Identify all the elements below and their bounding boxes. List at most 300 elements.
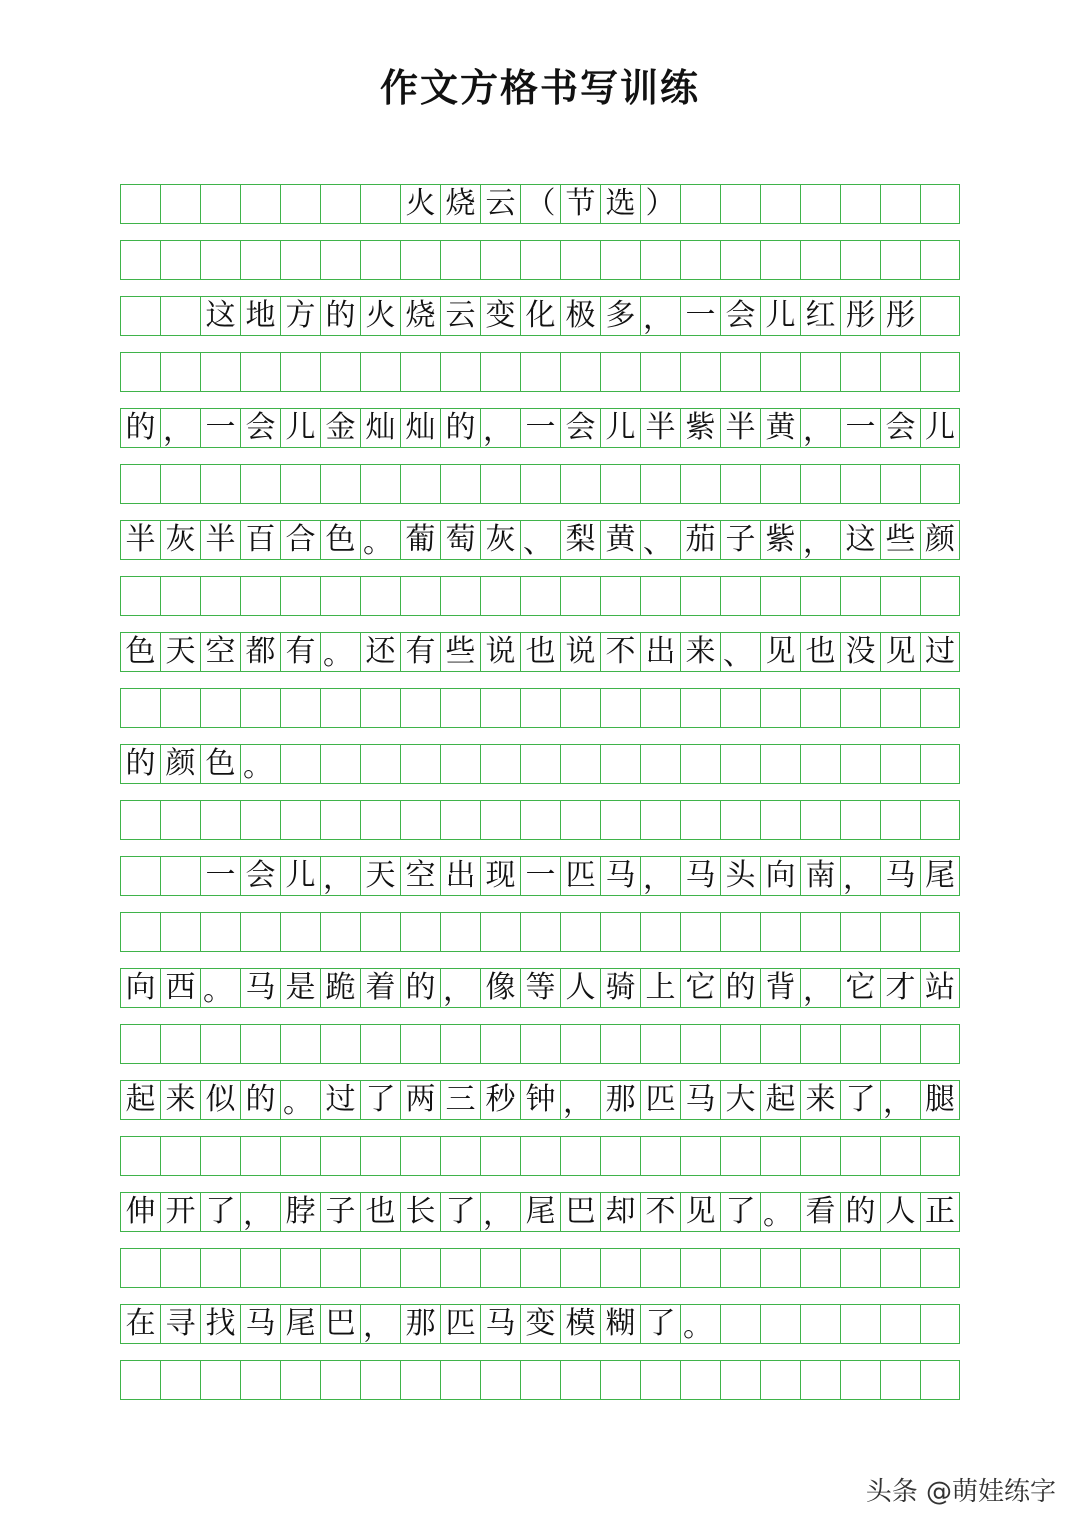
grid-cell: 空 (400, 856, 440, 896)
grid-cell: 空 (200, 632, 240, 672)
grid-cell: 些 (440, 632, 480, 672)
grid-cell: 。 (680, 1304, 720, 1344)
grid-cell: 半 (640, 408, 680, 448)
grid-row (120, 520, 960, 560)
grid-cell: 见 (880, 632, 920, 672)
grid-cell (240, 1136, 280, 1176)
grid-cell (880, 1024, 920, 1064)
grid-cell: 彤 (840, 296, 880, 336)
grid-cell (480, 744, 520, 784)
grid-cell (840, 744, 880, 784)
grid-cell: 、 (520, 520, 560, 560)
grid-cell (160, 688, 200, 728)
grid-cell (800, 800, 840, 840)
grid-cell: 了 (720, 1192, 760, 1232)
grid-cell: 像 (480, 968, 520, 1008)
grid-cell (400, 1024, 440, 1064)
grid-cell: 不 (600, 632, 640, 672)
grid-cell (760, 240, 800, 280)
grid-cell (880, 464, 920, 504)
grid-row (120, 464, 960, 504)
grid-cell (800, 744, 840, 784)
grid-cell (240, 464, 280, 504)
grid-cell (360, 744, 400, 784)
grid-cell: 天 (160, 632, 200, 672)
grid-cell (120, 1248, 160, 1288)
page-title: 作文方格书写训练 (379, 66, 700, 110)
grid-cell (720, 800, 760, 840)
grid-cell (920, 1136, 960, 1176)
grid-cell (240, 1360, 280, 1400)
grid-cell: ， (560, 1080, 600, 1120)
grid-cell: 。 (760, 1192, 800, 1232)
grid-row (120, 1304, 960, 1344)
grid-cell (840, 464, 880, 504)
grid-cell: 它 (840, 968, 880, 1008)
grid-cell (600, 240, 640, 280)
grid-cell: 开 (160, 1192, 200, 1232)
grid-cell (640, 1360, 680, 1400)
grid-cell: 起 (120, 1080, 160, 1120)
grid-cell (240, 912, 280, 952)
grid-cell (680, 1248, 720, 1288)
grid-row (120, 1192, 960, 1232)
grid-cell: 三 (440, 1080, 480, 1120)
grid-cell (400, 800, 440, 840)
grid-cell: ， (160, 408, 200, 448)
grid-cell (480, 800, 520, 840)
grid-cell: 站 (920, 968, 960, 1008)
grid-cell (200, 1248, 240, 1288)
grid-cell (280, 240, 320, 280)
grid-cell (440, 744, 480, 784)
grid-cell: 灰 (480, 520, 520, 560)
grid-cell (720, 184, 760, 224)
grid-cell (120, 464, 160, 504)
grid-cell: ， (840, 856, 880, 896)
grid-cell (320, 744, 360, 784)
grid-cell: 。 (240, 744, 280, 784)
grid-cell: ， (240, 1192, 280, 1232)
grid-cell: 马 (680, 856, 720, 896)
grid-cell: 还 (360, 632, 400, 672)
grid-cell (440, 912, 480, 952)
grid-cell: 才 (880, 968, 920, 1008)
grid-cell (680, 1136, 720, 1176)
grid-cell (120, 856, 160, 896)
grid-cell: 有 (400, 632, 440, 672)
grid-cell (520, 352, 560, 392)
grid-cell: 来 (680, 632, 720, 672)
grid-cell: 的 (320, 296, 360, 336)
grid-cell: 是 (280, 968, 320, 1008)
grid-cell (160, 856, 200, 896)
grid-cell: 梨 (560, 520, 600, 560)
grid-cell: 一 (520, 408, 560, 448)
grid-cell: 烧 (440, 184, 480, 224)
grid-cell (200, 576, 240, 616)
grid-cell (120, 688, 160, 728)
grid-cell: 烧 (400, 296, 440, 336)
grid-cell (400, 912, 440, 952)
grid-cell (840, 1136, 880, 1176)
grid-cell: 人 (560, 968, 600, 1008)
grid-cell: 骑 (600, 968, 640, 1008)
grid-cell (560, 1136, 600, 1176)
grid-cell: 。 (320, 632, 360, 672)
grid-cell (560, 576, 600, 616)
grid-cell: 些 (880, 520, 920, 560)
grid-cell (320, 1136, 360, 1176)
grid-cell: 的 (720, 968, 760, 1008)
grid-cell (600, 688, 640, 728)
grid-cell (680, 800, 720, 840)
grid-cell (600, 800, 640, 840)
grid-cell: 马 (240, 1304, 280, 1344)
grid-cell (440, 800, 480, 840)
grid-cell (200, 184, 240, 224)
grid-cell (120, 1024, 160, 1064)
grid-cell (880, 576, 920, 616)
grid-cell (520, 800, 560, 840)
grid-cell: 的 (120, 408, 160, 448)
grid-row (120, 912, 960, 952)
grid-cell: 糊 (600, 1304, 640, 1344)
grid-cell (280, 744, 320, 784)
grid-cell (560, 1360, 600, 1400)
grid-cell: 巴 (320, 1304, 360, 1344)
grid-cell (680, 688, 720, 728)
grid-cell (520, 576, 560, 616)
grid-cell: 了 (200, 1192, 240, 1232)
grid-row (120, 1080, 960, 1120)
grid-cell: 极 (560, 296, 600, 336)
grid-row (120, 1248, 960, 1288)
grid-cell (840, 352, 880, 392)
grid-cell (320, 576, 360, 616)
grid-row (120, 800, 960, 840)
grid-cell: 半 (720, 408, 760, 448)
grid-cell (800, 352, 840, 392)
grid-cell: 色 (120, 632, 160, 672)
grid-cell: 会 (240, 856, 280, 896)
grid-cell (920, 184, 960, 224)
grid-cell: 着 (360, 968, 400, 1008)
grid-cell (160, 296, 200, 336)
grid-cell (360, 184, 400, 224)
grid-cell (800, 576, 840, 616)
grid-cell (360, 688, 400, 728)
grid-cell (480, 1136, 520, 1176)
grid-cell (920, 352, 960, 392)
grid-cell (680, 912, 720, 952)
grid-cell: 出 (440, 856, 480, 896)
grid-cell: 紫 (680, 408, 720, 448)
grid-cell: 马 (240, 968, 280, 1008)
grid-cell: 半 (120, 520, 160, 560)
grid-cell (560, 1248, 600, 1288)
grid-cell: ， (800, 520, 840, 560)
grid-cell: 萄 (440, 520, 480, 560)
grid-cell (640, 464, 680, 504)
grid-cell (760, 800, 800, 840)
grid-cell: ， (800, 408, 840, 448)
grid-cell: 向 (120, 968, 160, 1008)
grid-cell (560, 464, 600, 504)
grid-cell: 脖 (280, 1192, 320, 1232)
grid-cell (480, 688, 520, 728)
grid-cell (400, 688, 440, 728)
grid-cell: 会 (720, 296, 760, 336)
grid-cell (920, 464, 960, 504)
grid-cell: 儿 (760, 296, 800, 336)
grid-cell: 茄 (680, 520, 720, 560)
grid-cell (920, 1024, 960, 1064)
grid-cell (520, 744, 560, 784)
grid-row (120, 184, 960, 224)
grid-cell: 向 (760, 856, 800, 896)
grid-cell (560, 352, 600, 392)
grid-cell (520, 1360, 560, 1400)
grid-cell (240, 352, 280, 392)
grid-cell: 这 (200, 296, 240, 336)
grid-cell: 巴 (560, 1192, 600, 1232)
grid-cell (520, 1024, 560, 1064)
grid-row (120, 688, 960, 728)
grid-cell (840, 1248, 880, 1288)
grid-cell (760, 352, 800, 392)
grid-cell (360, 1136, 400, 1176)
grid-cell (920, 1304, 960, 1344)
grid-cell: 匹 (440, 1304, 480, 1344)
grid-cell (400, 1248, 440, 1288)
grid-cell: 金 (320, 408, 360, 448)
grid-cell (200, 1024, 240, 1064)
grid-cell (120, 184, 160, 224)
grid-cell: 黄 (600, 520, 640, 560)
grid-cell (360, 912, 400, 952)
grid-cell (360, 1024, 400, 1064)
grid-cell (560, 688, 600, 728)
grid-cell (720, 1136, 760, 1176)
grid-cell (360, 352, 400, 392)
grid-cell (840, 1024, 880, 1064)
grid-cell (840, 800, 880, 840)
grid-cell: 南 (800, 856, 840, 896)
grid-cell (360, 800, 400, 840)
grid-cell (640, 240, 680, 280)
grid-cell (760, 1248, 800, 1288)
grid-cell: 秒 (480, 1080, 520, 1120)
grid-cell (920, 240, 960, 280)
grid-cell (920, 744, 960, 784)
grid-cell: 百 (240, 520, 280, 560)
grid-cell (880, 1136, 920, 1176)
grid-cell (480, 352, 520, 392)
grid-cell: 一 (680, 296, 720, 336)
grid-cell (240, 1024, 280, 1064)
grid-cell: 模 (560, 1304, 600, 1344)
grid-cell: 儿 (920, 408, 960, 448)
grid-cell (440, 688, 480, 728)
grid-cell (600, 1024, 640, 1064)
grid-cell (760, 184, 800, 224)
grid-cell (880, 800, 920, 840)
grid-cell (800, 1248, 840, 1288)
grid-cell (440, 464, 480, 504)
grid-cell: ） (640, 184, 680, 224)
grid-cell (640, 352, 680, 392)
grid-cell (200, 464, 240, 504)
grid-row (120, 1136, 960, 1176)
grid-cell: 也 (360, 1192, 400, 1232)
grid-cell: 。 (280, 1080, 320, 1120)
grid-cell: 尾 (280, 1304, 320, 1344)
grid-row (120, 352, 960, 392)
grid-cell: 那 (400, 1304, 440, 1344)
grid-cell: 儿 (280, 408, 320, 448)
grid-cell (720, 240, 760, 280)
grid-cell: 多 (600, 296, 640, 336)
grid-cell: 尾 (920, 856, 960, 896)
grid-cell (320, 912, 360, 952)
grid-cell (160, 912, 200, 952)
grid-cell: 出 (640, 632, 680, 672)
grid-cell: 葡 (400, 520, 440, 560)
grid-cell (200, 1136, 240, 1176)
grid-cell: 云 (440, 296, 480, 336)
grid-cell (640, 744, 680, 784)
grid-cell: 变 (480, 296, 520, 336)
grid-cell: ， (640, 296, 680, 336)
grid-cell: 火 (360, 296, 400, 336)
grid-cell (520, 912, 560, 952)
grid-cell: 色 (320, 520, 360, 560)
grid-cell: （ (520, 184, 560, 224)
grid-cell (920, 576, 960, 616)
grid-cell: 子 (720, 520, 760, 560)
grid-cell (760, 688, 800, 728)
grid-cell (800, 1360, 840, 1400)
grid-cell: 那 (600, 1080, 640, 1120)
grid-cell (640, 1136, 680, 1176)
grid-cell: 两 (400, 1080, 440, 1120)
grid-cell: 一 (520, 856, 560, 896)
grid-cell (320, 184, 360, 224)
grid-cell: 也 (520, 632, 560, 672)
grid-row (120, 240, 960, 280)
grid-row (120, 1360, 960, 1400)
grid-cell (640, 688, 680, 728)
grid-cell (120, 352, 160, 392)
grid-cell: 、 (640, 520, 680, 560)
grid-cell: 长 (400, 1192, 440, 1232)
grid-cell (800, 688, 840, 728)
grid-cell (320, 688, 360, 728)
grid-cell (120, 1136, 160, 1176)
grid-cell: 马 (680, 1080, 720, 1120)
grid-cell: 腿 (920, 1080, 960, 1120)
grid-cell (120, 296, 160, 336)
grid-cell (560, 240, 600, 280)
grid-cell (760, 1136, 800, 1176)
grid-cell (160, 800, 200, 840)
grid-cell: 灿 (360, 408, 400, 448)
grid-cell: 的 (440, 408, 480, 448)
grid-cell (200, 1360, 240, 1400)
grid-cell (520, 688, 560, 728)
grid-cell (560, 744, 600, 784)
grid-cell: 化 (520, 296, 560, 336)
grid-cell: 儿 (600, 408, 640, 448)
grid-cell (480, 1248, 520, 1288)
grid-cell (880, 1304, 920, 1344)
grid-cell: ， (320, 856, 360, 896)
grid-cell (680, 744, 720, 784)
grid-cell: 颜 (160, 744, 200, 784)
grid-cell (720, 1360, 760, 1400)
grid-cell (120, 800, 160, 840)
grid-cell: 、 (720, 632, 760, 672)
grid-cell (120, 912, 160, 952)
grid-cell: 了 (640, 1304, 680, 1344)
grid-row (120, 632, 960, 672)
grid-cell: 钟 (520, 1080, 560, 1120)
grid-cell (520, 1248, 560, 1288)
watermark: 头条 @萌娃练字 (865, 1477, 1056, 1507)
grid-cell (680, 1024, 720, 1064)
grid-cell: 云 (480, 184, 520, 224)
grid-row (120, 744, 960, 784)
grid-cell (720, 912, 760, 952)
grid-cell (720, 688, 760, 728)
grid-cell (880, 912, 920, 952)
grid-cell (320, 1024, 360, 1064)
grid-cell: 上 (640, 968, 680, 1008)
grid-cell (200, 240, 240, 280)
grid-cell (720, 352, 760, 392)
grid-cell (600, 1360, 640, 1400)
grid-cell: 似 (200, 1080, 240, 1120)
grid-cell: 马 (480, 1304, 520, 1344)
grid-cell (840, 1304, 880, 1344)
grid-cell: 了 (440, 1192, 480, 1232)
grid-cell (880, 1248, 920, 1288)
grid-cell (320, 1248, 360, 1288)
grid-cell (320, 240, 360, 280)
grid-cell (720, 1024, 760, 1064)
grid-cell: ， (440, 968, 480, 1008)
grid-cell (400, 240, 440, 280)
grid-cell: ， (480, 408, 520, 448)
grid-cell: 颜 (920, 520, 960, 560)
grid-cell (880, 688, 920, 728)
grid-cell (200, 688, 240, 728)
grid-cell (800, 1024, 840, 1064)
grid-cell (440, 576, 480, 616)
grid-cell (240, 1248, 280, 1288)
grid-cell (360, 1248, 400, 1288)
grid-cell: 黄 (760, 408, 800, 448)
grid-cell (120, 576, 160, 616)
grid-row (120, 408, 960, 448)
grid-cell: 在 (120, 1304, 160, 1344)
grid-cell: 合 (280, 520, 320, 560)
grid-cell (520, 1136, 560, 1176)
grid-cell: 看 (800, 1192, 840, 1232)
grid-cell (160, 240, 200, 280)
grid-cell: 火 (400, 184, 440, 224)
